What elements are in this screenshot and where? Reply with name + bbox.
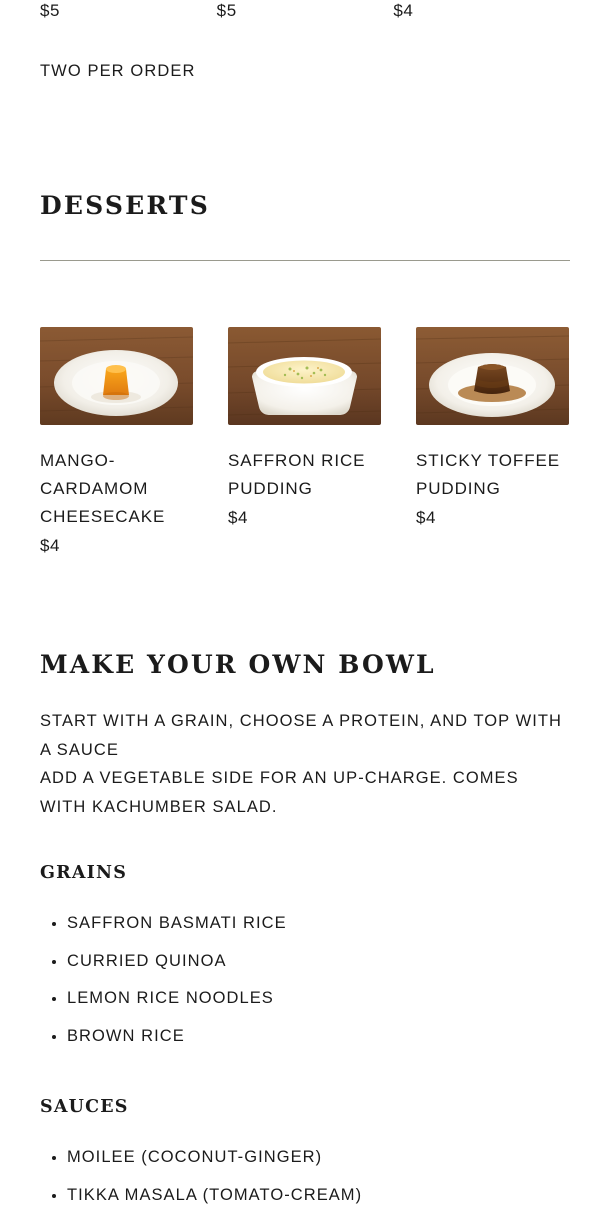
menu-item-price: $4 bbox=[228, 508, 249, 527]
mango-cardamom-cheesecake-photo[interactable] bbox=[40, 327, 193, 425]
list-item[interactable]: SAFFRON BASMATI RICE bbox=[67, 905, 570, 943]
desserts-card-grid bbox=[40, 327, 570, 556]
item-price: $5 bbox=[40, 1, 61, 20]
sauces-subtitle: SAUCES bbox=[40, 1097, 129, 1117]
item-price: $5 bbox=[216, 1, 237, 20]
previous-section-price-row bbox=[40, 0, 570, 22]
menu-item-name: STICKY TOFFEE PUDDING bbox=[416, 451, 560, 498]
menu-item-card[interactable] bbox=[228, 327, 381, 556]
list-item[interactable]: CURRIED QUINOA bbox=[67, 943, 570, 981]
menu-item-card[interactable] bbox=[40, 327, 193, 556]
order-note: TWO PER ORDER bbox=[40, 62, 196, 80]
sticky-toffee-pudding-photo[interactable] bbox=[416, 327, 569, 425]
list-item[interactable]: LEMON RICE NOODLES bbox=[67, 980, 570, 1018]
price-cell bbox=[217, 0, 394, 22]
item-price: $4 bbox=[393, 1, 414, 20]
section-divider bbox=[40, 260, 570, 261]
sauces-option-list bbox=[40, 1139, 570, 1214]
price-cell bbox=[40, 0, 217, 22]
list-item[interactable]: TIKKA MASALA (TOMATO-CREAM) bbox=[67, 1177, 570, 1214]
saffron-rice-pudding-photo[interactable] bbox=[228, 327, 381, 425]
menu-item-name: MANGO-CARDAMOM CHEESECAKE bbox=[40, 451, 166, 526]
list-item[interactable]: MOILEE (COCONUT-GINGER) bbox=[67, 1139, 570, 1177]
list-item[interactable]: BROWN RICE bbox=[67, 1018, 570, 1056]
make-your-own-bowl-title: MAKE YOUR OWN BOWL bbox=[40, 650, 436, 679]
bowl-description bbox=[40, 707, 570, 821]
menu-item-name: SAFFRON RICE PUDDING bbox=[228, 451, 366, 498]
menu-item-price: $4 bbox=[416, 508, 437, 527]
grains-subtitle: GRAINS bbox=[40, 863, 128, 883]
bowl-description-line-1: START WITH A GRAIN, CHOOSE A PROTEIN, AND TOP WITH A SAUCE bbox=[40, 712, 562, 759]
menu-item-card[interactable] bbox=[416, 327, 569, 556]
price-cell bbox=[393, 0, 570, 22]
desserts-section-title: DESSERTS bbox=[40, 191, 210, 220]
menu-item-price: $4 bbox=[40, 536, 61, 555]
bowl-description-line-2: ADD A VEGETABLE SIDE FOR AN UP-CHARGE. COMES WITH KACHUMBER SALAD. bbox=[40, 769, 519, 816]
grains-option-list bbox=[40, 905, 570, 1055]
